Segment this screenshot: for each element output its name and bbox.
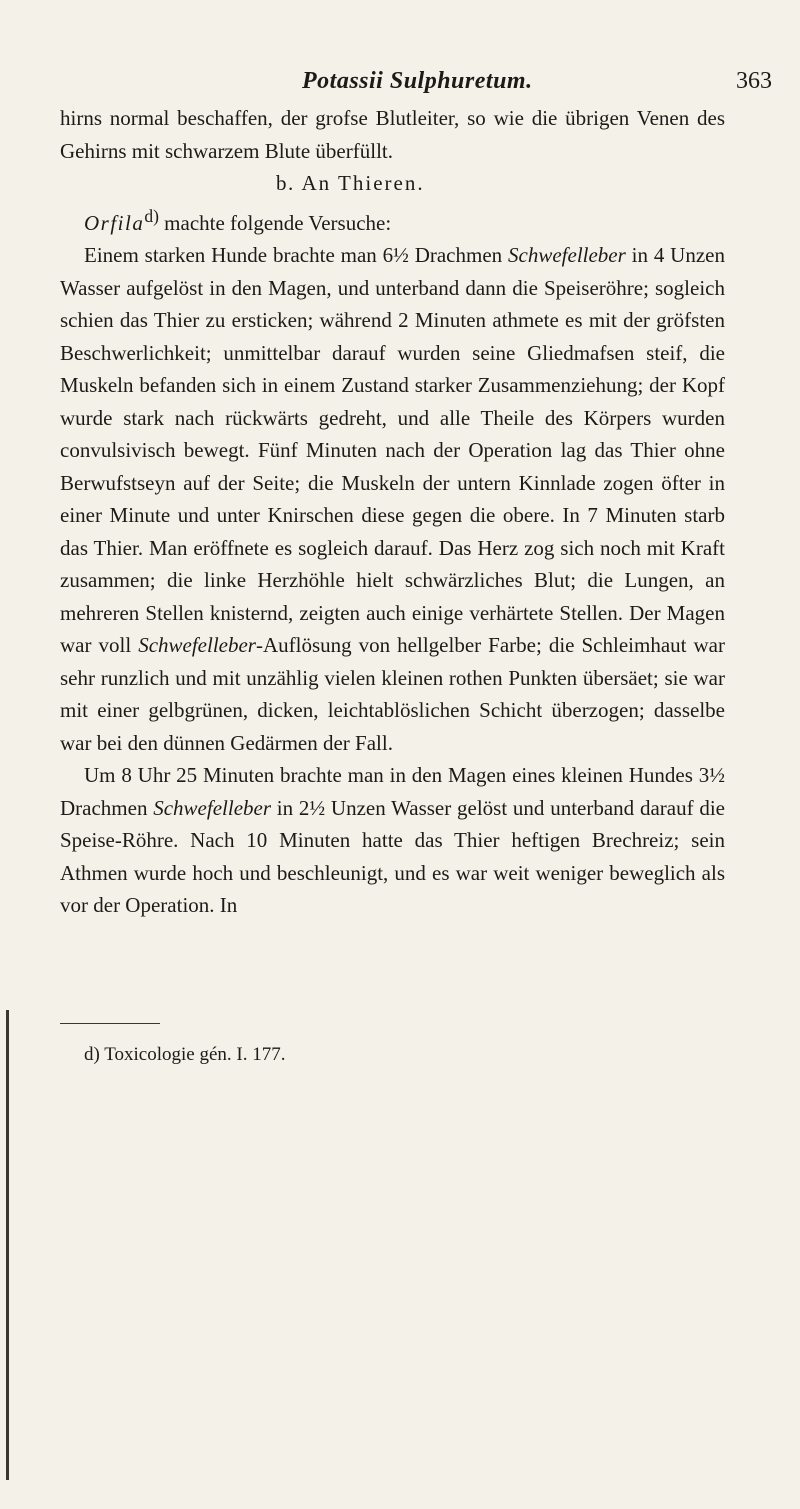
footnote	[84, 1044, 286, 1066]
section-heading	[60, 167, 725, 200]
page-header	[72, 60, 772, 100]
page-number: 363	[736, 68, 772, 94]
paragraph-text: in 2½ Unzen Wasser gelöst und unterband darauf die Speise-Röhre. Nach 10 Minuten hatte das Thier heftigen Brechreiz; sein Athmen wurde hoch und beschleunigt, und es war weit weniger beweglich als vor der Operation. In	[60, 795, 725, 917]
substance-term: Schwefelleber	[153, 795, 272, 820]
footnote-text: Toxicologie gén. I. 177.	[104, 1044, 286, 1065]
substance-term: Schwefelleber	[508, 243, 626, 267]
footnote-divider	[60, 1023, 160, 1024]
body-text	[60, 102, 725, 922]
section-title: An Thieren.	[301, 171, 425, 195]
running-title: Potassii Sulphuretum.	[302, 68, 533, 94]
footnote-reference: d)	[144, 205, 159, 226]
paragraph-text: machte folgende Versuche:	[158, 210, 392, 235]
section-letter: b.	[276, 171, 295, 195]
page-edge-line	[6, 1010, 9, 1480]
paragraph-text: Einem starken Hunde brachte man 6½ Drachmen	[84, 243, 509, 267]
paragraph-intro	[60, 200, 725, 240]
substance-term: Schwefelleber	[138, 633, 256, 657]
paragraph-experiment-one	[60, 239, 725, 759]
author-name: Orfila	[84, 210, 145, 235]
paragraph-text: -Auflösung von hellgelber Farbe; die Schleimhaut war sehr runzlich und mit unzählig vielen kleinen rothen Punkten übersäet; sie war mit einer gelbgrünen, dicken, leichtablöslichen Schicht überzogen; dasselbe war bei den dünnen Gedärmen der Fall.	[60, 633, 725, 755]
footnote-marker: d)	[84, 1044, 100, 1065]
paragraph-text: Um 8 Uhr 25 Minuten brachte man in den Magen eines kleinen Hundes 3½ Drachmen	[60, 763, 725, 820]
paragraph-text: in 4 Unzen Wasser aufgelöst in den Magen, und unterband dann die Speiseröhre; sogleich schien das Thier zu ersticken; während 2 Minuten athmete es mit der gröfsten Beschwerlichkeit; unmittelbar darauf wurden seine Gliedmafsen steif, die Muskeln befanden sich in einem Zustand starker Zusammenziehung; der Kopf wurde stark nach rückwärts gedreht, und alle Theile des Körpers wurden convulsivisch bewegt. Fünf Minuten nach der Operation lag das Thier ohne Berwufstseyn auf der Seite; die Muskeln der untern Kinnlade zogen öfter in einer Minute und unter Knirschen diese gegen die obere. In 7 Minuten starb das Thier. Man eröffnete es sogleich darauf. Das Herz zog sich noch mit Kraft zusammen; die linke Herzhöhle hielt schwärzliches Blut; die Lungen, an mehreren Stellen knisternd, zeigten auch einige verhärtete Stellen. Der Magen war voll	[60, 243, 725, 657]
paragraph-experiment-two	[60, 759, 725, 922]
paragraph-text: hirns normal beschaffen, der grofse Blutleiter, so wie die übrigen Venen des Gehirns mit schwarzem Blute überfüllt.	[60, 106, 725, 163]
paragraph-continuation	[60, 102, 725, 167]
